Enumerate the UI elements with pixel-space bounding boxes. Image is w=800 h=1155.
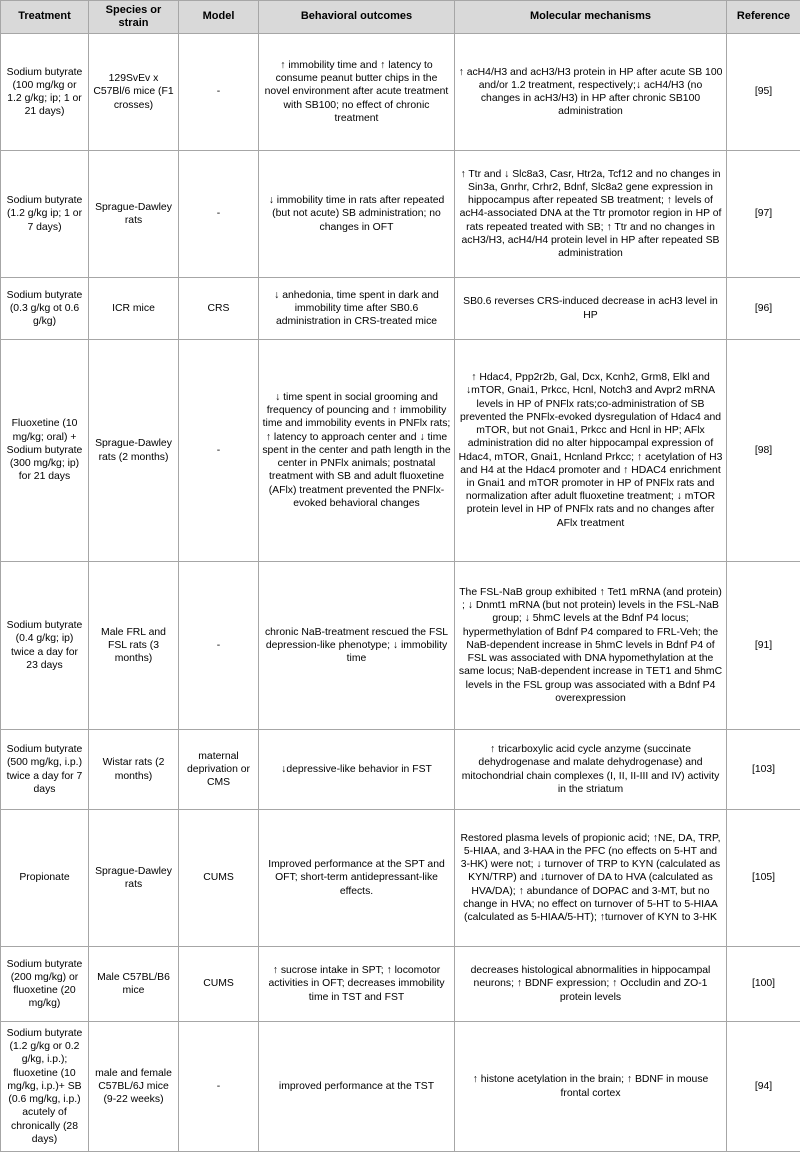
cell-model: - (179, 151, 259, 278)
cell-species: Male C57BL/B6 mice (89, 947, 179, 1022)
header-model: Model (179, 1, 259, 34)
cell-species: ICR mice (89, 278, 179, 340)
cell-reference: [94] (727, 1022, 800, 1152)
cell-behavior: ↑ sucrose intake in SPT; ↑ locomotor activities in OFT; decreases immobility time in TST and FST (259, 947, 455, 1022)
cell-reference: [103] (727, 730, 800, 810)
cell-behavior: ↓depressive-like behavior in FST (259, 730, 455, 810)
cell-behavior: improved performance at the TST (259, 1022, 455, 1152)
table-row (1, 340, 800, 562)
cell-species: Sprague-Dawley rats (89, 151, 179, 278)
cell-model: CRS (179, 278, 259, 340)
cell-treatment: Sodium butyrate (0.4 g/kg; ip) twice a day for 23 days (1, 562, 89, 730)
cell-behavior: ↑ immobility time and ↑ latency to consume peanut butter chips in the novel environment after acute treatment with SB100; no effect of chronic treatment (259, 34, 455, 151)
cell-species: male and female C57BL/6J mice (9-22 weeks) (89, 1022, 179, 1152)
cell-molecular: ↑ Hdac4, Ppp2r2b, Gal, Dcx, Kcnh2, Grm8, Elkl and ↓mTOR, Gnai1, Prkcc, Hcnl, Notch3 and Avpr2 mRNA levels in HP of PNFlx rats;co-administration of SB prevented the PNFlx-evoked dysregulation of Hdac4 and mTOR, but not Gnai1, Prkcc and Hcnl in HP; AFlx administration did no alter hippocampal expression of Hdac4, mTOR, Gnai1, Hcnland Prkcc; ↑ acetylation of H3 and H4 at the Hdac4 promoter and ↑ HDAC4 enrichment in Gnai1 and mTOR promoter in HP of PNFlx rats and normalization after adult fluoxetine treatment; ↓ mTOR protein level in HP of PNFlx rats and no changes after AFlx treatment (455, 340, 727, 562)
cell-treatment: Sodium butyrate (1.2 g/kg or 0.2 g/kg, i.p.); fluoxetine (10 mg/kg, i.p.)+ SB (0.6 mg/kg, i.p.) acutely of chronically (28 days) (1, 1022, 89, 1152)
cell-behavior: Improved performance at the SPT and OFT; short-term antidepressant-like effects. (259, 810, 455, 947)
cell-molecular: ↑ histone acetylation in the brain; ↑ BDNF in mouse frontal cortex (455, 1022, 727, 1152)
cell-treatment: Sodium butyrate (500 mg/kg, i.p.) twice a day for 7 days (1, 730, 89, 810)
header-row (1, 1, 800, 34)
cell-treatment: Sodium butyrate (200 mg/kg) or fluoxetine (20 mg/kg) (1, 947, 89, 1022)
cell-reference: [97] (727, 151, 800, 278)
cell-species: Sprague-Dawley rats (2 months) (89, 340, 179, 562)
table-row (1, 34, 800, 151)
cell-molecular: The FSL-NaB group exhibited ↑ Tet1 mRNA (and protein) ; ↓ Dnmt1 mRNA (but not protein) levels in the FSL-NaB group; ↓ 5hmC levels at the Bdnf P4 locus; hypermethylation of Bdnf P4 compared to FRL-Veh; the NaB-dependent increase in 5hmC levels in Bdnf P4 of FSL was associated with DNA hypomethylation at the same locus; NaB-dependent increase in TET1 and 5hmC levels in the FSL group was associated with a Bdnf P4 overexpression (455, 562, 727, 730)
cell-reference: [98] (727, 340, 800, 562)
cell-treatment: Propionate (1, 810, 89, 947)
cell-model: - (179, 1022, 259, 1152)
cell-treatment: Sodium butyrate (1.2 g/kg ip; 1 or 7 days) (1, 151, 89, 278)
cell-species: Sprague-Dawley rats (89, 810, 179, 947)
cell-molecular: ↑ tricarboxylic acid cycle anzyme (succinate dehydrogenase and malate dehydrogenase) and mitochondrial chain complexes (I, II, II-III and IV) activity in the striatum (455, 730, 727, 810)
header-molecular: Molecular mechanisms (455, 1, 727, 34)
table-row (1, 1022, 800, 1152)
header-behavior: Behavioral outcomes (259, 1, 455, 34)
cell-treatment: Sodium butyrate (0.3 g/kg ot 0.6 g/kg) (1, 278, 89, 340)
cell-molecular: decreases histological abnormalities in hippocampal neurons; ↑ BDNF expression; ↑ Occludin and ZO-1 protein levels (455, 947, 727, 1022)
cell-molecular: SB0.6 reverses CRS-induced decrease in acH3 level in HP (455, 278, 727, 340)
table-row (1, 151, 800, 278)
cell-treatment: Sodium butyrate (100 mg/kg or 1.2 g/kg; ip; 1 or 21 days) (1, 34, 89, 151)
cell-species: Male FRL and FSL rats (3 months) (89, 562, 179, 730)
table-row (1, 278, 800, 340)
cell-model: maternal deprivation or CMS (179, 730, 259, 810)
cell-behavior: ↓ time spent in social grooming and frequency of pouncing and ↑ immobility time and immobility events in PNFlx rats; ↑ latency to approach center and ↓ time spent in the center and path length in the center in PNFlx animals; postnatal treatment with SB and adult fluoxetine (AFlx) treatment prevented the PNFlx-evoked behavioral changes (259, 340, 455, 562)
cell-species: 129SvEv x C57Bl/6 mice (F1 crosses) (89, 34, 179, 151)
cell-behavior: ↓ immobility time in rats after repeated (but not acute) SB administration; no changes in OFT (259, 151, 455, 278)
cell-model: - (179, 340, 259, 562)
cell-molecular: ↑ Ttr and ↓ Slc8a3, Casr, Htr2a, Tcf12 and no changes in Sin3a, Gnrhr, Crhr2, Bdnf, Slc8a2 gene expression in hippocampus after repeated SB treatment; ↑ levels of acH4-associated DNA at the Ttr promotor region in HP of rats repeated treated with SB; ↑ Ttr and no changes in acH3/H3, acH4/H4 protein level in HP after repeated SB administration (455, 151, 727, 278)
cell-reference: [96] (727, 278, 800, 340)
cell-reference: [91] (727, 562, 800, 730)
cell-behavior: chronic NaB-treatment rescued the FSL depression-like phenotype; ↓ immobility time (259, 562, 455, 730)
cell-species: Wistar rats (2 months) (89, 730, 179, 810)
table-row (1, 810, 800, 947)
cell-treatment: Fluoxetine (10 mg/kg; oral) + Sodium butyrate (300 mg/kg; ip) for 21 days (1, 340, 89, 562)
cell-model: CUMS (179, 947, 259, 1022)
cell-reference: [100] (727, 947, 800, 1022)
table-row (1, 730, 800, 810)
table-row (1, 947, 800, 1022)
cell-model: - (179, 34, 259, 151)
cell-model: CUMS (179, 810, 259, 947)
cell-reference: [95] (727, 34, 800, 151)
header-treatment: Treatment (1, 1, 89, 34)
header-species: Species or strain (89, 1, 179, 34)
table-row (1, 562, 800, 730)
cell-behavior: ↓ anhedonia, time spent in dark and immobility time after SB0.6 administration in CRS-treated mice (259, 278, 455, 340)
cell-molecular: Restored plasma levels of propionic acid; ↑NE, DA, TRP, 5-HIAA, and 3-HAA in the PFC (no effects on 5-HT and 3-HK) were not; ↓ turnover of TRP to KYN (calculated as KYN/TRP) and ↓turnover of DA to HVA (calculated as HVA/DA); ↑ abundance of DOPAC and 3-MT, but no change in HVA; no effect on turnover of 5-HT to 5-HIAA (calculated as 5-HIAA/5-HT); ↑turnover of KYN to 3-HK (455, 810, 727, 947)
header-reference: Reference (727, 1, 800, 34)
cell-reference: [105] (727, 810, 800, 947)
cell-model: - (179, 562, 259, 730)
cell-molecular: ↑ acH4/H3 and acH3/H3 protein in HP after acute SB 100 and/or 1.2 treatment, respectively;↓ acH4/H3 (no changes in acH3/H3) in HP after chronic SB100 administration (455, 34, 727, 151)
